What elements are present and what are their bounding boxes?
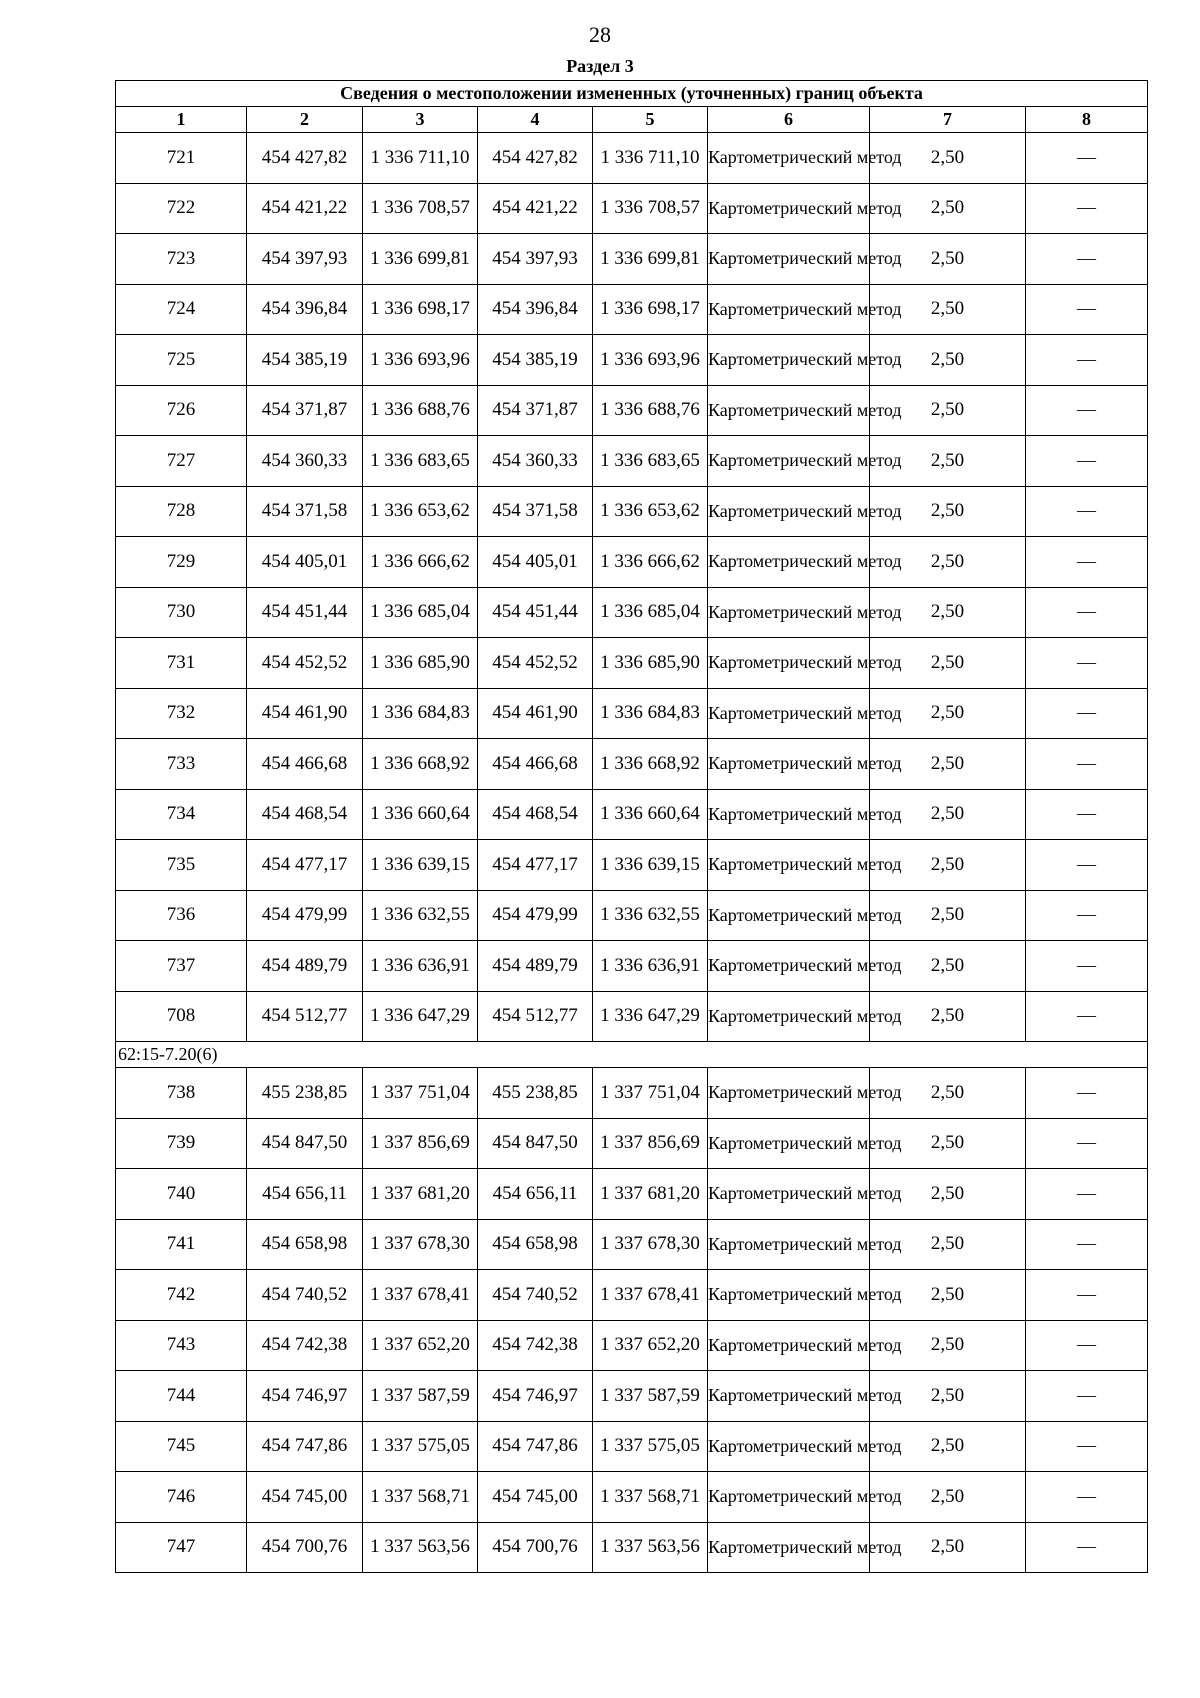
- method-cell: Картометрический метод: [708, 1522, 870, 1573]
- y-old-cell: 1 337 681,20: [363, 1169, 478, 1220]
- table-row: [116, 991, 1148, 1042]
- y-new-cell: 1 336 698,17: [593, 284, 708, 335]
- y-old-cell: 1 336 660,64: [363, 789, 478, 840]
- table-row: [116, 1371, 1148, 1422]
- y-old-cell: 1 336 666,62: [363, 537, 478, 588]
- table-row: [116, 537, 1148, 588]
- point-number-cell: 724: [116, 284, 247, 335]
- x-old-cell: 455 238,85: [247, 1068, 363, 1119]
- description-cell: —: [1026, 688, 1148, 739]
- y-old-cell: 1 336 668,92: [363, 739, 478, 790]
- x-old-cell: 454 466,68: [247, 739, 363, 790]
- y-old-cell: 1 337 678,41: [363, 1270, 478, 1321]
- description-cell: —: [1026, 537, 1148, 588]
- description-cell: —: [1026, 436, 1148, 487]
- description-cell: —: [1026, 840, 1148, 891]
- y-new-cell: 1 336 647,29: [593, 991, 708, 1042]
- table-row: [116, 335, 1148, 386]
- method-cell: Картометрический метод: [708, 587, 870, 638]
- table-row: [116, 587, 1148, 638]
- y-old-cell: 1 336 699,81: [363, 234, 478, 285]
- description-cell: —: [1026, 486, 1148, 537]
- x-new-cell: 454 427,82: [478, 133, 593, 184]
- table-row: [116, 183, 1148, 234]
- y-old-cell: 1 336 711,10: [363, 133, 478, 184]
- method-cell: Картометрический метод: [708, 284, 870, 335]
- method-cell: Картометрический метод: [708, 1371, 870, 1422]
- description-cell: —: [1026, 1371, 1148, 1422]
- description-cell: —: [1026, 1118, 1148, 1169]
- x-old-cell: 454 385,19: [247, 335, 363, 386]
- method-cell: Картометрический метод: [708, 890, 870, 941]
- y-old-cell: 1 336 639,15: [363, 840, 478, 891]
- accuracy-cell: 2,50: [870, 1118, 1026, 1169]
- y-new-cell: 1 336 684,83: [593, 688, 708, 739]
- description-cell: —: [1026, 1522, 1148, 1573]
- table-body: [116, 133, 1148, 1573]
- group-label: 62:15-7.20(6): [116, 1042, 1148, 1068]
- description-cell: —: [1026, 1068, 1148, 1119]
- y-old-cell: 1 337 587,59: [363, 1371, 478, 1422]
- column-header: 2: [247, 107, 363, 133]
- x-old-cell: 454 512,77: [247, 991, 363, 1042]
- x-new-cell: 455 238,85: [478, 1068, 593, 1119]
- y-new-cell: 1 337 652,20: [593, 1320, 708, 1371]
- x-old-cell: 454 397,93: [247, 234, 363, 285]
- table-row: [116, 1219, 1148, 1270]
- method-cell: Картометрический метод: [708, 739, 870, 790]
- method-cell: Картометрический метод: [708, 1421, 870, 1472]
- x-old-cell: 454 745,00: [247, 1472, 363, 1523]
- x-new-cell: 454 405,01: [478, 537, 593, 588]
- y-old-cell: 1 337 563,56: [363, 1522, 478, 1573]
- table-row: [116, 1169, 1148, 1220]
- accuracy-cell: 2,50: [870, 1068, 1026, 1119]
- method-cell: Картометрический метод: [708, 1270, 870, 1321]
- description-cell: —: [1026, 739, 1148, 790]
- y-old-cell: 1 336 685,04: [363, 587, 478, 638]
- y-new-cell: 1 336 688,76: [593, 385, 708, 436]
- boundary-coordinates-table: [115, 80, 1148, 1573]
- x-old-cell: 454 847,50: [247, 1118, 363, 1169]
- y-new-cell: 1 336 639,15: [593, 840, 708, 891]
- method-cell: Картометрический метод: [708, 537, 870, 588]
- method-cell: Картометрический метод: [708, 638, 870, 689]
- table-row: [116, 739, 1148, 790]
- description-cell: —: [1026, 587, 1148, 638]
- section-title: Раздел 3: [566, 56, 634, 76]
- method-cell: Картометрический метод: [708, 840, 870, 891]
- description-cell: —: [1026, 183, 1148, 234]
- accuracy-cell: 2,50: [870, 941, 1026, 992]
- x-new-cell: 454 700,76: [478, 1522, 593, 1573]
- point-number-cell: 736: [116, 890, 247, 941]
- description-cell: —: [1026, 991, 1148, 1042]
- description-cell: —: [1026, 1270, 1148, 1321]
- y-new-cell: 1 336 668,92: [593, 739, 708, 790]
- point-number-cell: 739: [116, 1118, 247, 1169]
- y-old-cell: 1 337 568,71: [363, 1472, 478, 1523]
- x-new-cell: 454 371,58: [478, 486, 593, 537]
- x-old-cell: 454 477,17: [247, 840, 363, 891]
- x-new-cell: 454 421,22: [478, 183, 593, 234]
- point-number-cell: 721: [116, 133, 247, 184]
- x-new-cell: 454 745,00: [478, 1472, 593, 1523]
- point-number-cell: 740: [116, 1169, 247, 1220]
- y-new-cell: 1 337 751,04: [593, 1068, 708, 1119]
- accuracy-cell: 2,50: [870, 1320, 1026, 1371]
- x-old-cell: 454 658,98: [247, 1219, 363, 1270]
- y-new-cell: 1 336 636,91: [593, 941, 708, 992]
- x-old-cell: 454 427,82: [247, 133, 363, 184]
- table-row: [116, 1522, 1148, 1573]
- point-number-cell: 745: [116, 1421, 247, 1472]
- method-cell: Картометрический метод: [708, 436, 870, 487]
- table-row: [116, 688, 1148, 739]
- column-header: 4: [478, 107, 593, 133]
- y-old-cell: 1 337 652,20: [363, 1320, 478, 1371]
- x-old-cell: 454 489,79: [247, 941, 363, 992]
- y-old-cell: 1 336 684,83: [363, 688, 478, 739]
- method-cell: Картометрический метод: [708, 1169, 870, 1220]
- point-number-cell: 708: [116, 991, 247, 1042]
- point-number-cell: 735: [116, 840, 247, 891]
- y-old-cell: 1 337 678,30: [363, 1219, 478, 1270]
- point-number-cell: 726: [116, 385, 247, 436]
- y-new-cell: 1 337 856,69: [593, 1118, 708, 1169]
- description-cell: —: [1026, 890, 1148, 941]
- x-new-cell: 454 512,77: [478, 991, 593, 1042]
- x-new-cell: 454 466,68: [478, 739, 593, 790]
- method-cell: Картометрический метод: [708, 1320, 870, 1371]
- y-old-cell: 1 336 683,65: [363, 436, 478, 487]
- table-row: [116, 385, 1148, 436]
- point-number-cell: 725: [116, 335, 247, 386]
- accuracy-cell: 2,50: [870, 1270, 1026, 1321]
- y-new-cell: 1 337 587,59: [593, 1371, 708, 1422]
- point-number-cell: 734: [116, 789, 247, 840]
- method-cell: Картометрический метод: [708, 941, 870, 992]
- method-cell: Картометрический метод: [708, 335, 870, 386]
- y-new-cell: 1 337 681,20: [593, 1169, 708, 1220]
- accuracy-cell: 2,50: [870, 385, 1026, 436]
- accuracy-cell: 2,50: [870, 1421, 1026, 1472]
- table-row: [116, 840, 1148, 891]
- point-number-cell: 730: [116, 587, 247, 638]
- description-cell: —: [1026, 789, 1148, 840]
- point-number-cell: 723: [116, 234, 247, 285]
- table-row: [116, 486, 1148, 537]
- accuracy-cell: 2,50: [870, 183, 1026, 234]
- y-new-cell: 1 337 575,05: [593, 1421, 708, 1472]
- y-new-cell: 1 336 666,62: [593, 537, 708, 588]
- column-header: 7: [870, 107, 1026, 133]
- x-new-cell: 454 397,93: [478, 234, 593, 285]
- x-old-cell: 454 656,11: [247, 1169, 363, 1220]
- point-number-cell: 741: [116, 1219, 247, 1270]
- method-cell: Картометрический метод: [708, 789, 870, 840]
- y-new-cell: 1 336 711,10: [593, 133, 708, 184]
- x-old-cell: 454 371,58: [247, 486, 363, 537]
- column-header: 6: [708, 107, 870, 133]
- description-cell: —: [1026, 1219, 1148, 1270]
- method-cell: Картометрический метод: [708, 1219, 870, 1270]
- description-cell: —: [1026, 1472, 1148, 1523]
- table-row: [116, 789, 1148, 840]
- x-new-cell: 454 468,54: [478, 789, 593, 840]
- accuracy-cell: 2,50: [870, 890, 1026, 941]
- page-number: 28: [589, 22, 611, 47]
- table-row: [116, 1472, 1148, 1523]
- x-old-cell: 454 451,44: [247, 587, 363, 638]
- point-number-cell: 737: [116, 941, 247, 992]
- x-new-cell: 454 396,84: [478, 284, 593, 335]
- y-new-cell: 1 337 563,56: [593, 1522, 708, 1573]
- point-number-cell: 732: [116, 688, 247, 739]
- accuracy-cell: 2,50: [870, 234, 1026, 285]
- y-new-cell: 1 337 678,30: [593, 1219, 708, 1270]
- x-new-cell: 454 740,52: [478, 1270, 593, 1321]
- x-new-cell: 454 385,19: [478, 335, 593, 386]
- x-old-cell: 454 740,52: [247, 1270, 363, 1321]
- x-new-cell: 454 452,52: [478, 638, 593, 689]
- accuracy-cell: 2,50: [870, 789, 1026, 840]
- x-old-cell: 454 479,99: [247, 890, 363, 941]
- accuracy-cell: 2,50: [870, 991, 1026, 1042]
- accuracy-cell: 2,50: [870, 284, 1026, 335]
- x-old-cell: 454 461,90: [247, 688, 363, 739]
- accuracy-cell: 2,50: [870, 739, 1026, 790]
- accuracy-cell: 2,50: [870, 638, 1026, 689]
- accuracy-cell: 2,50: [870, 133, 1026, 184]
- x-new-cell: 454 451,44: [478, 587, 593, 638]
- x-new-cell: 454 489,79: [478, 941, 593, 992]
- description-cell: —: [1026, 941, 1148, 992]
- table-row: [116, 638, 1148, 689]
- y-old-cell: 1 336 636,91: [363, 941, 478, 992]
- x-new-cell: 454 847,50: [478, 1118, 593, 1169]
- accuracy-cell: 2,50: [870, 688, 1026, 739]
- table-row: [116, 1270, 1148, 1321]
- table-row: [116, 133, 1148, 184]
- point-number-cell: 731: [116, 638, 247, 689]
- point-number-cell: 728: [116, 486, 247, 537]
- table-row: [116, 1068, 1148, 1119]
- point-number-cell: 746: [116, 1472, 247, 1523]
- table-row: [116, 1118, 1148, 1169]
- accuracy-cell: 2,50: [870, 1472, 1026, 1523]
- y-new-cell: 1 336 685,04: [593, 587, 708, 638]
- x-old-cell: 454 700,76: [247, 1522, 363, 1573]
- method-cell: Картометрический метод: [708, 183, 870, 234]
- x-new-cell: 454 747,86: [478, 1421, 593, 1472]
- table-row: [116, 941, 1148, 992]
- column-header: 5: [593, 107, 708, 133]
- y-old-cell: 1 337 575,05: [363, 1421, 478, 1472]
- x-new-cell: 454 479,99: [478, 890, 593, 941]
- description-cell: —: [1026, 1421, 1148, 1472]
- description-cell: —: [1026, 1169, 1148, 1220]
- y-new-cell: 1 336 653,62: [593, 486, 708, 537]
- point-number-cell: 744: [116, 1371, 247, 1422]
- y-new-cell: 1 336 708,57: [593, 183, 708, 234]
- accuracy-cell: 2,50: [870, 486, 1026, 537]
- y-new-cell: 1 336 699,81: [593, 234, 708, 285]
- y-old-cell: 1 337 856,69: [363, 1118, 478, 1169]
- x-old-cell: 454 452,52: [247, 638, 363, 689]
- y-old-cell: 1 337 751,04: [363, 1068, 478, 1119]
- point-number-cell: 722: [116, 183, 247, 234]
- point-number-cell: 733: [116, 739, 247, 790]
- point-number-cell: 743: [116, 1320, 247, 1371]
- point-number-cell: 727: [116, 436, 247, 487]
- x-new-cell: 454 360,33: [478, 436, 593, 487]
- method-cell: Картометрический метод: [708, 486, 870, 537]
- accuracy-cell: 2,50: [870, 335, 1026, 386]
- point-number-cell: 729: [116, 537, 247, 588]
- y-new-cell: 1 337 678,41: [593, 1270, 708, 1321]
- method-cell: Картометрический метод: [708, 385, 870, 436]
- point-number-cell: 747: [116, 1522, 247, 1573]
- accuracy-cell: 2,50: [870, 1371, 1026, 1422]
- x-old-cell: 454 396,84: [247, 284, 363, 335]
- description-cell: —: [1026, 133, 1148, 184]
- description-cell: —: [1026, 335, 1148, 386]
- x-old-cell: 454 421,22: [247, 183, 363, 234]
- y-old-cell: 1 336 632,55: [363, 890, 478, 941]
- y-new-cell: 1 337 568,71: [593, 1472, 708, 1523]
- accuracy-cell: 2,50: [870, 840, 1026, 891]
- accuracy-cell: 2,50: [870, 587, 1026, 638]
- table-row: [116, 890, 1148, 941]
- table-title: Сведения о местоположении измененных (уточненных) границ объекта: [116, 81, 1148, 107]
- column-header: 1: [116, 107, 247, 133]
- x-new-cell: 454 656,11: [478, 1169, 593, 1220]
- method-cell: Картометрический метод: [708, 1472, 870, 1523]
- column-header: 3: [363, 107, 478, 133]
- table-row: [116, 1421, 1148, 1472]
- y-new-cell: 1 336 685,90: [593, 638, 708, 689]
- description-cell: —: [1026, 234, 1148, 285]
- x-old-cell: 454 360,33: [247, 436, 363, 487]
- accuracy-cell: 2,50: [870, 436, 1026, 487]
- x-old-cell: 454 746,97: [247, 1371, 363, 1422]
- accuracy-cell: 2,50: [870, 1219, 1026, 1270]
- x-old-cell: 454 371,87: [247, 385, 363, 436]
- description-cell: —: [1026, 1320, 1148, 1371]
- x-new-cell: 454 371,87: [478, 385, 593, 436]
- y-old-cell: 1 336 653,62: [363, 486, 478, 537]
- column-header-row: [116, 107, 1148, 133]
- y-old-cell: 1 336 693,96: [363, 335, 478, 386]
- method-cell: Картометрический метод: [708, 234, 870, 285]
- table-row: [116, 436, 1148, 487]
- y-old-cell: 1 336 647,29: [363, 991, 478, 1042]
- method-cell: Картометрический метод: [708, 1068, 870, 1119]
- accuracy-cell: 2,50: [870, 537, 1026, 588]
- method-cell: Картометрический метод: [708, 688, 870, 739]
- column-header: 8: [1026, 107, 1148, 133]
- group-row: [116, 1042, 1148, 1068]
- y-new-cell: 1 336 660,64: [593, 789, 708, 840]
- table-row: [116, 234, 1148, 285]
- x-new-cell: 454 746,97: [478, 1371, 593, 1422]
- point-number-cell: 738: [116, 1068, 247, 1119]
- accuracy-cell: 2,50: [870, 1169, 1026, 1220]
- x-new-cell: 454 461,90: [478, 688, 593, 739]
- description-cell: —: [1026, 385, 1148, 436]
- x-new-cell: 454 477,17: [478, 840, 593, 891]
- method-cell: Картометрический метод: [708, 1118, 870, 1169]
- y-old-cell: 1 336 708,57: [363, 183, 478, 234]
- y-new-cell: 1 336 683,65: [593, 436, 708, 487]
- table-row: [116, 284, 1148, 335]
- x-old-cell: 454 747,86: [247, 1421, 363, 1472]
- point-number-cell: 742: [116, 1270, 247, 1321]
- y-old-cell: 1 336 698,17: [363, 284, 478, 335]
- method-cell: Картометрический метод: [708, 991, 870, 1042]
- y-old-cell: 1 336 688,76: [363, 385, 478, 436]
- y-new-cell: 1 336 632,55: [593, 890, 708, 941]
- x-old-cell: 454 405,01: [247, 537, 363, 588]
- x-old-cell: 454 742,38: [247, 1320, 363, 1371]
- method-cell: Картометрический метод: [708, 133, 870, 184]
- description-cell: —: [1026, 638, 1148, 689]
- x-old-cell: 454 468,54: [247, 789, 363, 840]
- y-old-cell: 1 336 685,90: [363, 638, 478, 689]
- y-new-cell: 1 336 693,96: [593, 335, 708, 386]
- accuracy-cell: 2,50: [870, 1522, 1026, 1573]
- table-row: [116, 1320, 1148, 1371]
- x-new-cell: 454 658,98: [478, 1219, 593, 1270]
- description-cell: —: [1026, 284, 1148, 335]
- x-new-cell: 454 742,38: [478, 1320, 593, 1371]
